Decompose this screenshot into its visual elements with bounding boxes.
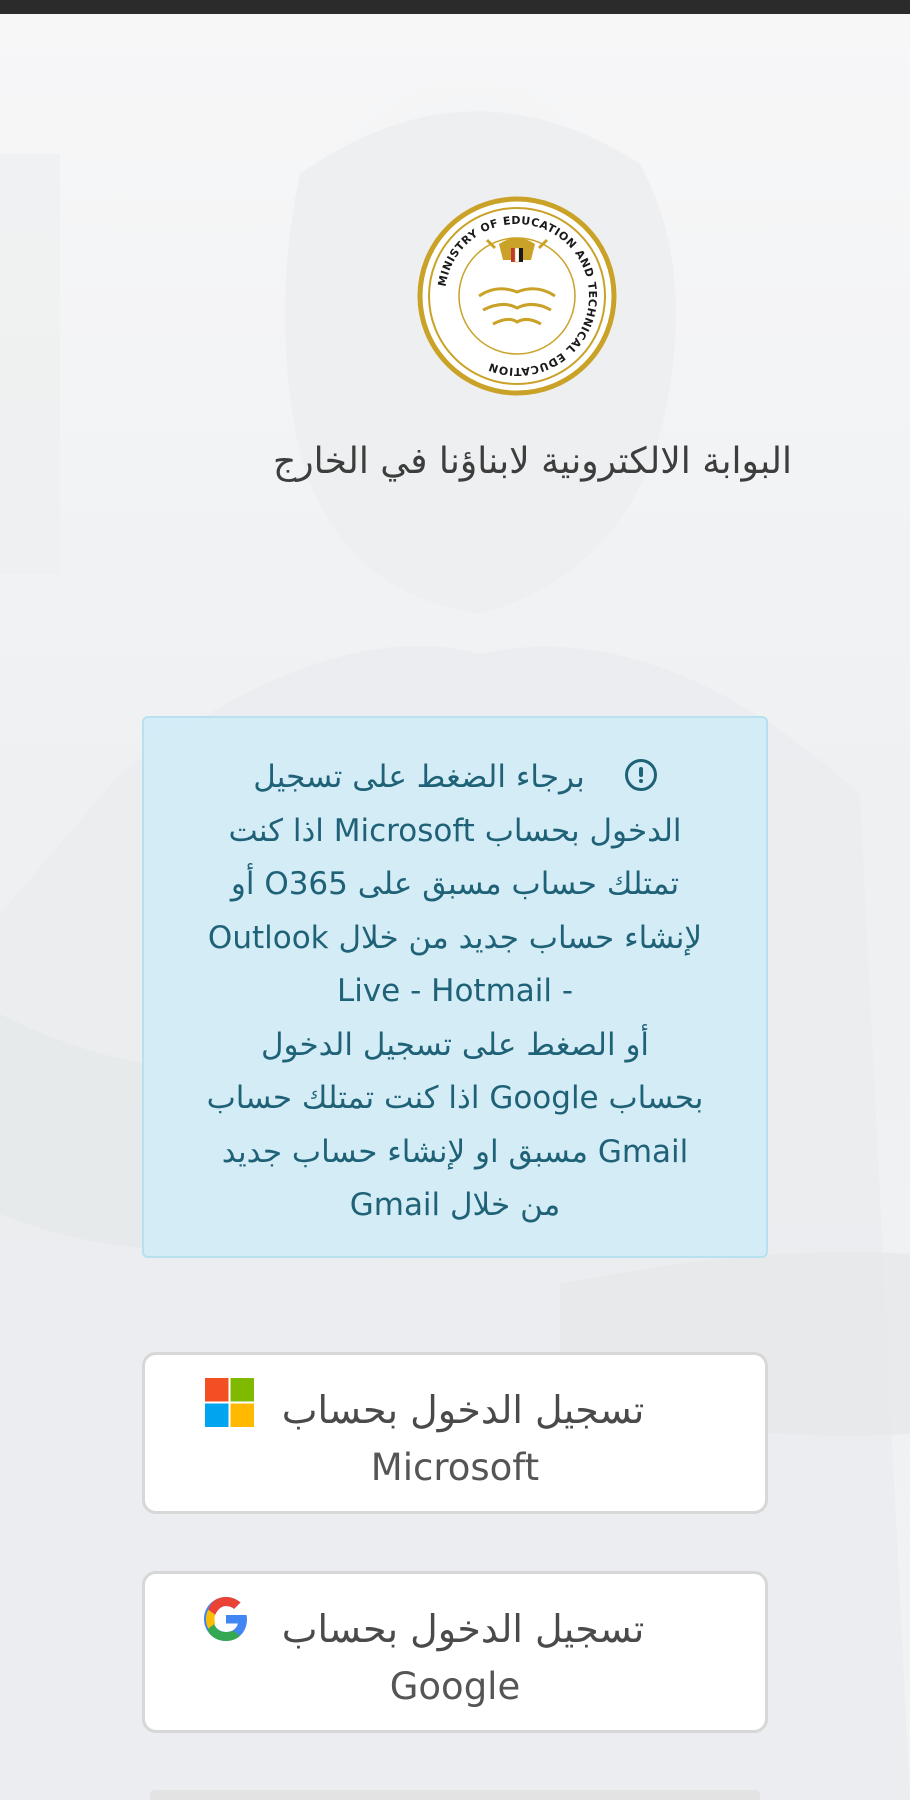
next-element-edge (150, 1790, 760, 1800)
svg-text:MINISTRY OF EDUCATION AND TECH: MINISTRY OF EDUCATION AND TECHNICAL EDUCATION (435, 213, 600, 379)
microsoft-button-provider: Microsoft (370, 1446, 540, 1489)
alert-line: أو الصغط على تسجيل الدخول (260, 1026, 650, 1063)
info-circle-icon (625, 759, 657, 791)
alert-line: تمتلك حساب مسبق على O365 أو (230, 866, 680, 902)
google-login-button[interactable] (142, 1571, 768, 1733)
alert-line: لإنشاء حساب جديد من خلال Outlook (207, 919, 703, 956)
alert-line: - Live - Hotmail (336, 973, 574, 1009)
alert-line: من خلال Gmail (349, 1187, 561, 1223)
info-alert (142, 716, 768, 1258)
google-button-provider: Google (389, 1665, 521, 1708)
browser-top-bar (0, 0, 910, 14)
microsoft-button-label: تسجيل الدخول بحساب (281, 1388, 645, 1432)
ministry-seal-icon (417, 196, 617, 396)
google-button-label: تسجيل الدخول بحساب (281, 1607, 645, 1651)
portal-title: البوابة الالكترونية لابناؤنا في الخارج (273, 441, 792, 482)
alert-line: برجاء الضغط على تسجيل (190, 751, 720, 805)
alert-line: Gmail مسبق او لإنشاء حساب جديد (221, 1133, 689, 1170)
microsoft-login-button[interactable] (142, 1352, 768, 1514)
alert-line: الدخول بحساب Microsoft اذا كنت (228, 812, 682, 849)
alert-line: بحساب Google اذا كنت تمتلك حساب (206, 1080, 704, 1116)
